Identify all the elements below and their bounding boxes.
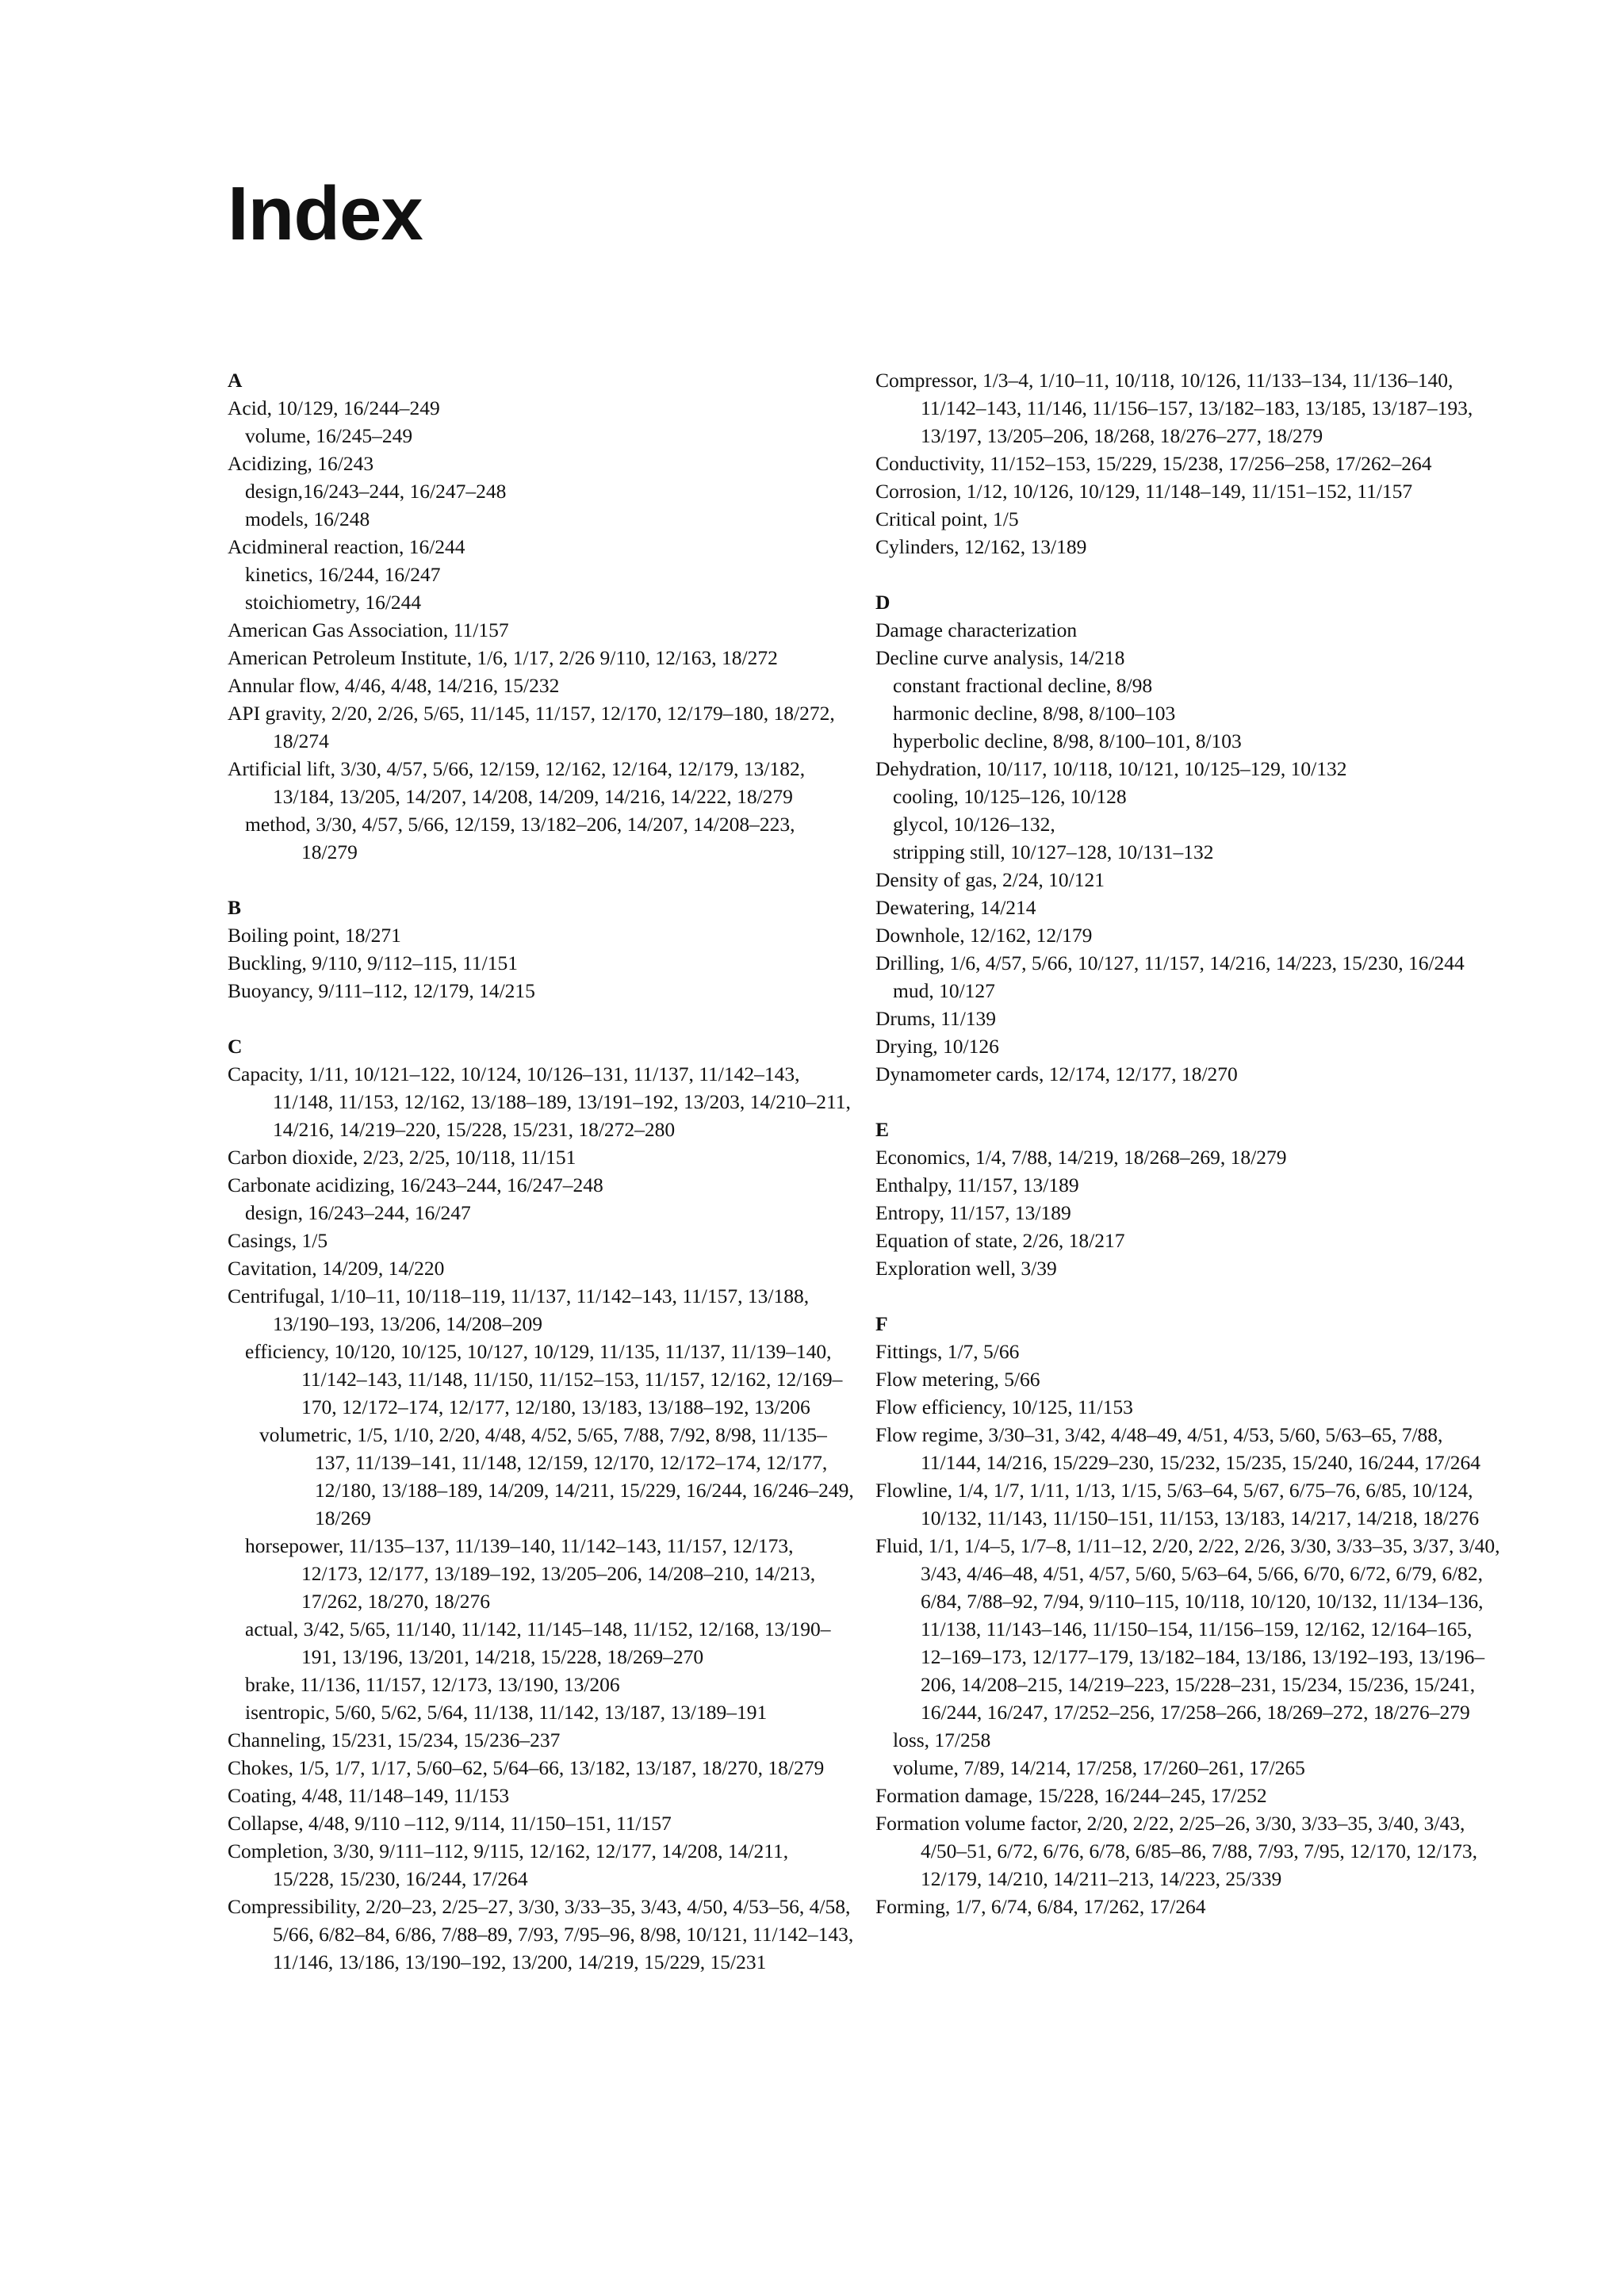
index-entry: Flow efficiency, 10/125, 11/153 bbox=[875, 1395, 1133, 1418]
index-subentry: volume, 7/89, 14/214, 17/258, 17/260–261, 17/265 bbox=[893, 1756, 1305, 1779]
index-subentry: horsepower, 11/135–137, 11/139–140, 11/142–143, 11/157, 12/173, 12/173, 12/177, 13/189–192, 13/205–206, 14/208–210, 14/213, 17/262, 18/270, 18/276 bbox=[245, 1534, 816, 1613]
index-subentry: loss, 17/258 bbox=[893, 1728, 991, 1751]
index-subentry: glycol, 10/126–132, bbox=[893, 813, 1055, 836]
index-subentry: constant fractional decline, 8/98 bbox=[893, 674, 1153, 697]
index-entry: Annular flow, 4/46, 4/48, 14/216, 15/232 bbox=[228, 674, 560, 697]
index-subentry: models, 16/248 bbox=[245, 507, 370, 530]
index-subentry: harmonic decline, 8/98, 8/100–103 bbox=[893, 702, 1176, 725]
index-section bbox=[228, 366, 854, 866]
section-letter: D bbox=[875, 591, 891, 614]
index-entry: Dynamometer cards, 12/174, 12/177, 18/270 bbox=[875, 1062, 1238, 1085]
index-entry: Exploration well, 3/39 bbox=[875, 1257, 1057, 1280]
index-entry: Economics, 1/4, 7/88, 14/219, 18/268–269, 18/279 bbox=[875, 1146, 1287, 1169]
index-subentry: volumetric, 1/5, 1/10, 2/20, 4/48, 4/52, 5/65, 7/88, 7/92, 8/98, 11/135–137, 11/139–141, 11/148, 12/159, 12/170, 12/172–174, 12/177, 12/180, 13/188–189, 14/209, 14/211, 15/229, 16/244, 16/246–249, 18/269 bbox=[259, 1423, 854, 1529]
index-entry: Flowline, 1/4, 1/7, 1/11, 1/13, 1/15, 5/63–64, 5/67, 6/75–76, 6/85, 10/124, 10/132, 11/143, 11/150–151, 11/153, 13/183, 14/217, 14/218, 18/276 bbox=[875, 1479, 1480, 1529]
index-entry: Completion, 3/30, 9/111–112, 9/115, 12/162, 12/177, 14/208, 14/211, 15/228, 15/230, 16/244, 17/264 bbox=[228, 1839, 789, 1890]
index-subentry: volume, 16/245–249 bbox=[245, 424, 413, 447]
index-entry: American Gas Association, 11/157 bbox=[228, 618, 509, 641]
index-entry: Acidmineral reaction, 16/244 bbox=[228, 535, 465, 558]
index-entry: API gravity, 2/20, 2/26, 5/65, 11/145, 11/157, 12/170, 12/179–180, 18/272, 18/274 bbox=[228, 702, 835, 752]
index-section bbox=[875, 1116, 1502, 1282]
index-entry: Boiling point, 18/271 bbox=[228, 924, 401, 947]
index-entry: Density of gas, 2/24, 10/121 bbox=[875, 868, 1105, 891]
index-subentry: efficiency, 10/120, 10/125, 10/127, 10/129, 11/135, 11/137, 11/139–140, 11/142–143, 11/148, 11/150, 11/152–153, 11/157, 12/162, 12/169–170, 12/172–174, 12/177, 12/180, 13/183, 13/188–192, 13/206 bbox=[245, 1340, 843, 1418]
index-entry: Buckling, 9/110, 9/112–115, 11/151 bbox=[228, 951, 518, 974]
index-entry: Casings, 1/5 bbox=[228, 1229, 328, 1252]
index-entry: American Petroleum Institute, 1/6, 1/17, 2/26 9/110, 12/163, 18/272 bbox=[228, 646, 778, 669]
index-entry: Artificial lift, 3/30, 4/57, 5/66, 12/159, 12/162, 12/164, 12/179, 13/182, 13/184, 13/205, 14/207, 14/208, 14/209, 14/216, 14/222, 18/279 bbox=[228, 757, 806, 808]
index-entry: Conductivity, 11/152–153, 15/229, 15/238, 17/256–258, 17/262–264 bbox=[875, 452, 1432, 475]
index-entry: Chokes, 1/5, 1/7, 1/17, 5/60–62, 5/64–66, 13/182, 13/187, 18/270, 18/279 bbox=[228, 1756, 825, 1779]
index-entry: Compressibility, 2/20–23, 2/25–27, 3/30, 3/33–35, 3/43, 4/50, 4/53–56, 4/58, 5/66, 6/82–84, 6/86, 7/88–89, 7/93, 7/95–96, 8/98, 10/121, 11/142–143, 11/146, 13/186, 13/190–192, 13/200, 14/219, 15/229, 15/231 bbox=[228, 1895, 854, 1973]
index-entry: Acidizing, 16/243 bbox=[228, 452, 374, 475]
index-entry: Cylinders, 12/162, 13/189 bbox=[875, 535, 1087, 558]
index-section bbox=[228, 1032, 854, 1976]
index-entry: Fittings, 1/7, 5/66 bbox=[875, 1340, 1020, 1363]
index-entry: Fluid, 1/1, 1/4–5, 1/7–8, 1/11–12, 2/20, 2/22, 2/26, 3/30, 3/33–35, 3/37, 3/40, 3/43, 4/46–48, 4/51, 4/57, 5/60, 5/63–64, 5/66, 6/70, 6/72, 6/79, 6/82, 6/84, 7/88–92, 7/94, 9/110–115, 10/118, 10/120, 10/132, 11/134–136, 11/138, 11/143–146, 11/150–154, 11/156–159, 12/162, 12/164–165, 12–169–173, 12/177–179, 13/182–184, 13/186, 13/192–193, 13/196–206, 14/208–215, 14/219–223, 15/228–231, 15/234, 15/236, 15/241, 16/244, 16/247, 17/252–256, 17/258–266, 18/269–272, 18/276–279 bbox=[875, 1534, 1500, 1724]
index-section bbox=[875, 366, 1502, 561]
index-subentry: design, 16/243–244, 16/247 bbox=[245, 1201, 471, 1224]
index-entry: Coating, 4/48, 11/148–149, 11/153 bbox=[228, 1784, 510, 1807]
index-section bbox=[228, 894, 854, 1005]
section-letter: F bbox=[875, 1312, 888, 1335]
index-entry: Formation volume factor, 2/20, 2/22, 2/25–26, 3/30, 3/33–35, 3/40, 3/43, 4/50–51, 6/72, 6/76, 6/78, 6/85–86, 7/88, 7/93, 7/95, 12/170, 12/173, 12/179, 14/210, 14/211–213, 14/223, 25/339 bbox=[875, 1812, 1477, 1890]
index-entry: Drying, 10/126 bbox=[875, 1035, 999, 1058]
index-entry: Flow metering, 5/66 bbox=[875, 1368, 1040, 1391]
index-subentry: actual, 3/42, 5/65, 11/140, 11/142, 11/145–148, 11/152, 12/168, 13/190–191, 13/196, 13/201, 14/218, 15/228, 18/269–270 bbox=[245, 1617, 831, 1668]
index-entry: Carbonate acidizing, 16/243–244, 16/247–248 bbox=[228, 1173, 603, 1196]
index-entry: Damage characterization bbox=[875, 618, 1078, 641]
index-entry: Channeling, 15/231, 15/234, 15/236–237 bbox=[228, 1728, 561, 1751]
index-section bbox=[875, 1310, 1502, 1920]
index-entry: Centrifugal, 1/10–11, 10/118–119, 11/137, 11/142–143, 11/157, 13/188, 13/190–193, 13/206, 14/208–209 bbox=[228, 1284, 810, 1335]
index-subentry: hyperbolic decline, 8/98, 8/100–101, 8/103 bbox=[893, 729, 1242, 752]
index-entry: Compressor, 1/3–4, 1/10–11, 10/118, 10/126, 11/133–134, 11/136–140, 11/142–143, 11/146, 11/156–157, 13/182–183, 13/185, 13/187–193, 13/197, 13/205–206, 18/268, 18/276–277, 18/279 bbox=[875, 369, 1473, 447]
index-entry: Dehydration, 10/117, 10/118, 10/121, 10/125–129, 10/132 bbox=[875, 757, 1347, 780]
index-subentry: stoichiometry, 16/244 bbox=[245, 591, 422, 614]
index-column-right bbox=[875, 366, 1502, 1948]
index-subentry: cooling, 10/125–126, 10/128 bbox=[893, 785, 1127, 808]
index-entry: Equation of state, 2/26, 18/217 bbox=[875, 1229, 1125, 1252]
index-entry: Enthalpy, 11/157, 13/189 bbox=[875, 1173, 1079, 1196]
index-entry: Decline curve analysis, 14/218 bbox=[875, 646, 1125, 669]
index-entry: Forming, 1/7, 6/74, 6/84, 17/262, 17/264 bbox=[875, 1895, 1206, 1918]
section-letter: E bbox=[875, 1118, 890, 1141]
index-entry: Flow regime, 3/30–31, 3/42, 4/48–49, 4/51, 4/53, 5/60, 5/63–65, 7/88, 11/144, 14/216, 15/229–230, 15/232, 15/235, 15/240, 16/244, 17/264 bbox=[875, 1423, 1480, 1474]
index-subentry: brake, 11/136, 11/157, 12/173, 13/190, 13/206 bbox=[245, 1673, 620, 1696]
section-letter: B bbox=[228, 896, 242, 919]
index-subentry: kinetics, 16/244, 16/247 bbox=[245, 563, 441, 586]
index-entry: Capacity, 1/11, 10/121–122, 10/124, 10/126–131, 11/137, 11/142–143, 11/148, 11/153, 12/162, 13/188–189, 13/191–192, 13/203, 14/210–211, 14/216, 14/219–220, 15/228, 15/231, 18/272–280 bbox=[228, 1062, 851, 1141]
index-entry: Drums, 11/139 bbox=[875, 1007, 997, 1030]
index-entry: Buoyancy, 9/111–112, 12/179, 14/215 bbox=[228, 979, 535, 1002]
index-entry: Corrosion, 1/12, 10/126, 10/129, 11/148–149, 11/151–152, 11/157 bbox=[875, 480, 1413, 503]
index-entry: Carbon dioxide, 2/23, 2/25, 10/118, 11/151 bbox=[228, 1146, 576, 1169]
index-entry: Downhole, 12/162, 12/179 bbox=[875, 924, 1093, 947]
index-entry: Acid, 10/129, 16/244–249 bbox=[228, 396, 440, 419]
section-letter: C bbox=[228, 1035, 243, 1058]
section-letter: A bbox=[228, 369, 243, 392]
index-entry: Cavitation, 14/209, 14/220 bbox=[228, 1257, 445, 1280]
index-column-left bbox=[228, 366, 854, 2004]
index-entry: Drilling, 1/6, 4/57, 5/66, 10/127, 11/157, 14/216, 14/223, 15/230, 16/244 bbox=[875, 951, 1465, 974]
index-subentry: isentropic, 5/60, 5/62, 5/64, 11/138, 11/142, 13/187, 13/189–191 bbox=[245, 1701, 768, 1724]
index-entry: Entropy, 11/157, 13/189 bbox=[875, 1201, 1071, 1224]
index-entry: Formation damage, 15/228, 16/244–245, 17/252 bbox=[875, 1784, 1267, 1807]
index-section bbox=[875, 588, 1502, 1088]
index-subentry: method, 3/30, 4/57, 5/66, 12/159, 13/182–206, 14/207, 14/208–223, 18/279 bbox=[245, 813, 795, 863]
page-title: Index bbox=[228, 171, 423, 256]
index-entry: Collapse, 4/48, 9/110 –112, 9/114, 11/150–151, 11/157 bbox=[228, 1812, 672, 1835]
index-subentry: stripping still, 10/127–128, 10/131–132 bbox=[893, 840, 1214, 863]
index-entry: Dewatering, 14/214 bbox=[875, 896, 1036, 919]
index-subentry: mud, 10/127 bbox=[893, 979, 995, 1002]
index-subentry: design,16/243–244, 16/247–248 bbox=[245, 480, 507, 503]
index-entry: Critical point, 1/5 bbox=[875, 507, 1019, 530]
